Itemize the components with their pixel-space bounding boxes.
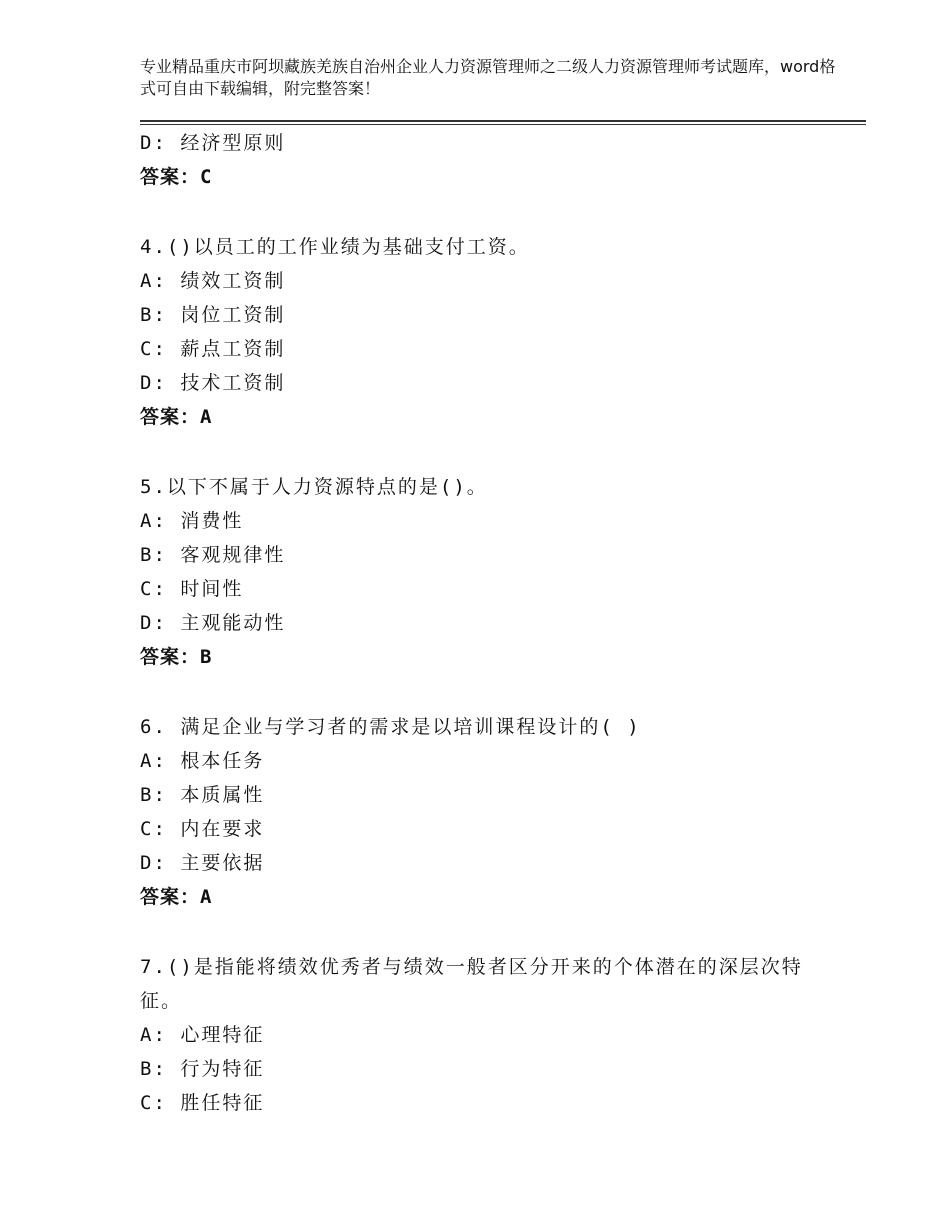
question-5-stem: 5.以下不属于人力资源特点的是()。 [140,476,488,498]
question-6-option-d: D: 主要依据 [140,852,265,874]
question-3-option-d: D: 经济型原则 [140,132,286,154]
spacer [140,194,840,230]
question-4-option-c: C: 薪点工资制 [140,338,286,360]
question-4-option-d: D: 技术工资制 [140,372,286,394]
page-header: 专业精品重庆市阿坝藏族羌族自治州企业人力资源管理师之二级人力资源管理师考试题库，word格式可自由下载编辑，附完整答案！ [140,57,836,98]
spacer [140,914,840,950]
question-3-answer [140,160,840,194]
header-divider [140,120,866,125]
question-5-option-c: C: 时间性 [140,578,244,600]
question-4-option-b: B: 岗位工资制 [140,304,286,326]
question-7-option-a: A: 心理特征 [140,1024,265,1046]
question-4-stem: 4.()以员工的工作业绩为基础支付工资。 [140,236,530,258]
answer-label: 答案： [140,886,201,908]
question-6-stem: 6. 满足企业与学习者的需求是以培训课程设计的( ) [140,716,641,738]
answer-label: 答案： [140,406,201,428]
question-4-option-a: A: 绩效工资制 [140,270,286,292]
question-5-answer [140,640,840,674]
answer-value: C [200,166,213,188]
question-7-stem: 7.()是指能将绩效优秀者与绩效一般者区分开来的个体潜在的深层次特征。 [140,956,803,1012]
question-7-option-b: B: 行为特征 [140,1058,265,1080]
answer-value: B [200,646,213,668]
question-7-option-c: C: 胜任特征 [140,1092,265,1114]
question-6-option-a: A: 根本任务 [140,750,265,772]
question-5-option-a: A: 消费性 [140,510,244,532]
question-6-option-c: C: 内在要求 [140,818,265,840]
answer-label: 答案： [140,166,201,188]
question-5-option-d: D: 主观能动性 [140,612,286,634]
question-6-answer [140,880,840,914]
question-6-option-b: B: 本质属性 [140,784,265,806]
answer-value: A [200,406,213,428]
document-body [140,126,840,1120]
spacer [140,674,840,710]
question-5-option-b: B: 客观规律性 [140,544,286,566]
spacer [140,434,840,470]
question-4-answer [140,400,840,434]
answer-label: 答案： [140,646,201,668]
answer-value: A [200,886,213,908]
